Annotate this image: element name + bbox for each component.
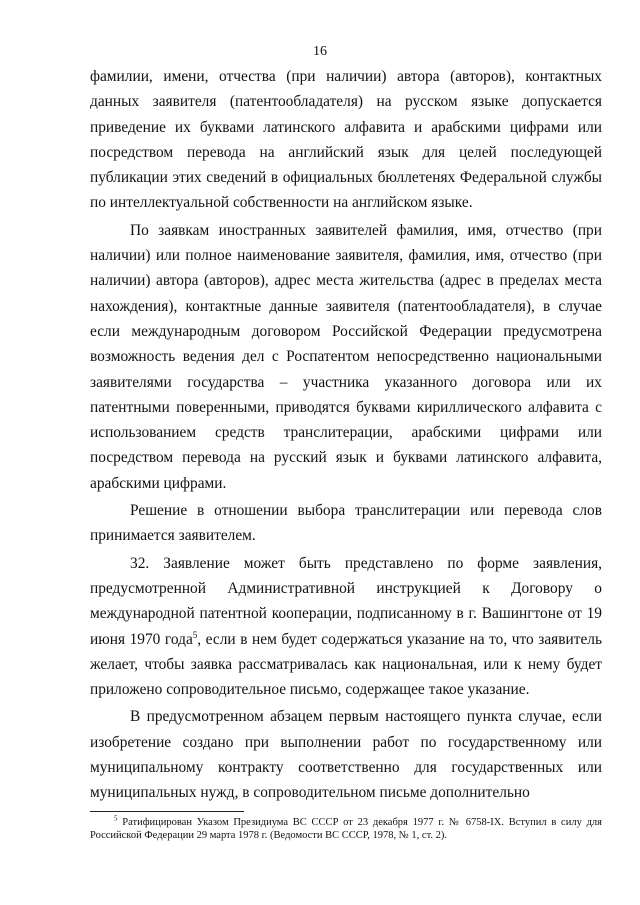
page-number: 16 — [313, 44, 327, 59]
item-32-text-after: , если в нем будет содержаться указание на то, что заявитель желает, чтобы заявка рассматривалась как национальная, или к нему будет приложено сопроводительное письмо, содержащее такое указание. — [90, 630, 602, 699]
footnote-marker: 5 — [114, 814, 118, 823]
paragraph-item-32 — [90, 551, 602, 703]
paragraph-continuation: фамилии, имени, отчества (при наличии) автора (авторов), контактных данных заявителя (патентообладателя) на русском языке допускается приведение их буквами латинского алфавита и арабскими цифрами или посредством перевода на английский язык для целей последующей публикации этих сведений в официальных бюллетенях Федеральной службы по интеллектуальной собственности на английском языке. — [90, 68, 602, 212]
footnote — [90, 816, 602, 842]
item-32-text-before: 32. Заявление может быть представлено по форме заявления, предусмотренной Административной инструкцией к Договору о международной патентной кооперации, подписанному в г. Вашингтоне от 19 июня 1970 года — [90, 554, 602, 648]
footnote-text: Ратифицирован Указом Президиума ВС СССР от 23 декабря 1977 г. № 6758-IX. Вступил в силу для Российской Федерации 29 марта 1978 г. (Ведомости ВС СССР, 1978, № 1, ст. 2). — [90, 817, 602, 841]
paragraph-state-contract: В предусмотренном абзацем первым настоящего пункта случае, если изобретение создано при выполнении работ по государственному или муниципальному контракту соответственно для государственных или муниципальных нужд, в сопроводительном письме дополнительно — [90, 708, 602, 802]
paragraph-foreign-applicants: По заявкам иностранных заявителей фамилия, имя, отчество (при наличии) или полное наименование заявителя, фамилия, имя, отчество (при наличии) автора (авторов), адрес места жительства (адрес в пределах места нахождения), контактные данные заявителя (патентообладателя), в случае если международным договором Российской Федерации предусмотрена возможность ведения дел с Роспатентом непосредственно национальными заявителями государства – участника указанного договора или их патентными поверенными, приводятся буквами кириллического алфавита с использованием средств транслитерации, арабскими цифрами или посредством перевода на русский язык и буквами латинского алфавита, арабскими цифрами. — [90, 221, 602, 492]
paragraph-transliteration-choice: Решение в отношении выбора транслитерации или перевода слов принимается заявителем. — [90, 502, 602, 545]
footnote-separator — [90, 811, 244, 812]
footnote-reference: 5 — [192, 629, 198, 640]
document-body — [90, 64, 602, 806]
